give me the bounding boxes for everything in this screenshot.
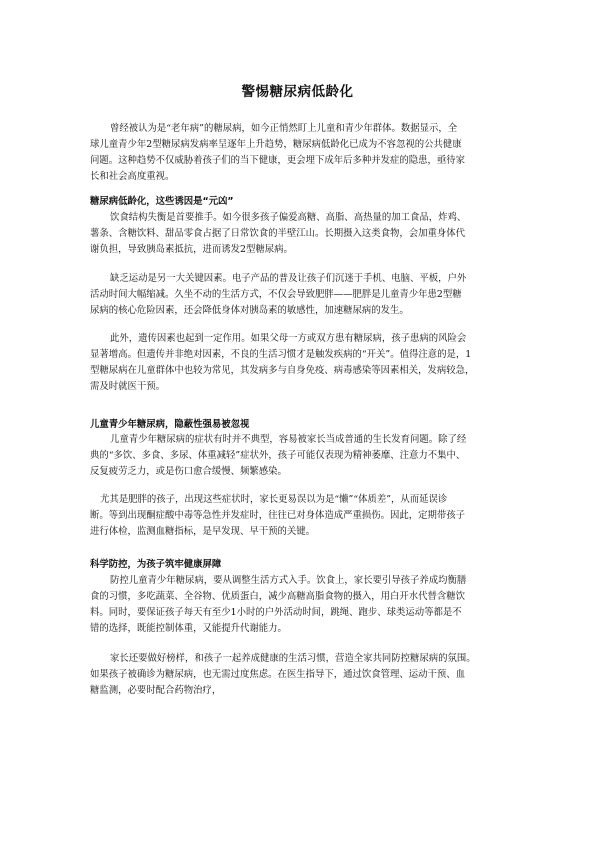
text-line: 活动时间大幅缩减。久坐不动的生活方式，不仅会导致肥胖——肥胖是儿童青少年患2型糖 xyxy=(90,289,462,300)
text-line: 家长还要做好榜样，和孩子一起养成健康的生活习惯，营造全家共同防控糖尿病的氛围。 xyxy=(110,653,476,664)
paragraph xyxy=(90,432,510,480)
paragraph xyxy=(90,331,510,395)
section-heading: 糖尿病低龄化，这些诱因是“元凶” xyxy=(90,196,234,207)
text-line: 薯条、含糖饮料、甜品零食占据了日常饮食的半壁江山。长期摄入这类食物，会加重身体代 xyxy=(90,228,466,239)
text-line: 反复疲劳乏力，或是伤口愈合缓慢、频繁感染。 xyxy=(90,466,287,477)
paragraph xyxy=(90,651,510,699)
section-heading: 儿童青少年糖尿病，隐蔽性强易被忽视 xyxy=(90,419,250,430)
text-line: 问题。这种趋势不仅威胁着孩子们的当下健康，更会埋下成年后多种并发症的隐患，亟待家 xyxy=(90,155,466,166)
text-line: 错的选择，既能控制体重，又能提升代谢能力。 xyxy=(90,623,287,634)
paragraph xyxy=(90,492,510,540)
text-line: 进行体检，监测血糖指标，是早发现、早干预的关键。 xyxy=(90,526,316,537)
text-line: 尿病的核心危险因素，还会降低身体对胰岛素的敏感性，加速糖尿病的发生。 xyxy=(90,305,409,316)
text-line: 球儿童青少年2型糖尿病发病率呈逐年上升趋势，糖尿病低龄化已成为不容忽视的公共健康 xyxy=(90,139,462,150)
text-line: 曾经被认为是“老年病”的糖尿病，如今正悄然盯上儿童和青少年群体。数据显示，全 xyxy=(110,123,458,134)
text-line: 料。同时，要保证孩子每天有至少1小时的户外活动时间，跳绳、跑步、球类运动等都是不 xyxy=(90,607,462,618)
text-line: 饮食结构失衡是首要推手。如今很多孩子偏爱高糖、高脂、高热量的加工食品，炸鸡、 xyxy=(110,212,467,223)
text-line: 儿童青少年糖尿病的症状有时并不典型，容易被家长当成普通的生长发育问题。除了经 xyxy=(110,434,467,445)
text-line: 型糖尿病在儿童群体中也较为常见，其发病多与自身免疫、病毒感染等因素相关，发病较急， xyxy=(90,365,475,376)
text-line: 尤其是肥胖的孩子，出现这些症状时，家长更易误以为是“懒”“体质差”，从而延误诊 xyxy=(100,494,448,505)
text-line: 食的习惯，多吃蔬菜、全谷物、优质蛋白，减少高糖高脂食物的摄入，用白开水代替含糖饮 xyxy=(90,591,466,602)
section-heading: 科学防控，为孩子筑牢健康屏障 xyxy=(90,559,222,570)
text-line: 如果孩子被确诊为糖尿病，也无需过度焦虑。在医生指导下，通过饮食管理、运动干预、血 xyxy=(90,669,466,680)
paragraph xyxy=(90,573,510,637)
text-line: 缺乏运动是另一大关键因素。电子产品的普及让孩子们沉迷于手机、电脑、平板，户外 xyxy=(110,273,467,284)
intro-paragraph xyxy=(90,121,510,185)
text-line: 长和社会高度重视。 xyxy=(90,171,175,182)
text-line: 此外，遗传因素也起到一定作用。如果父母一方或双方患有糖尿病，孩子患病的风险会 xyxy=(110,333,467,344)
document-title: 警惕糖尿病低龄化 xyxy=(241,84,354,100)
text-line: 谢负担，导致胰岛素抵抗，进而诱发2型糖尿病。 xyxy=(90,244,293,255)
text-line: 典的“多饮、多食、多尿、体重减轻”症状外，孩子可能仅表现为精神萎靡、注意力不集中、 xyxy=(90,450,466,461)
text-line: 显著增高。但遗传并非绝对因素，不良的生活习惯才是触发疾病的“开关”。值得注意的是，1 xyxy=(90,349,472,360)
text-line: 防控儿童青少年糖尿病，要从调整生活方式入手。饮食上，家长要引导孩子养成均衡膳 xyxy=(110,575,467,586)
paragraph xyxy=(90,210,510,258)
paragraph xyxy=(90,271,510,319)
text-line: 糖监测，必要时配合药物治疗， xyxy=(90,685,222,696)
text-line: 断。等到出现酮症酸中毒等急性并发症时，往往已对身体造成严重损伤。因此，定期带孩子 xyxy=(90,510,466,521)
text-line: 需及时就医干预。 xyxy=(90,381,166,392)
